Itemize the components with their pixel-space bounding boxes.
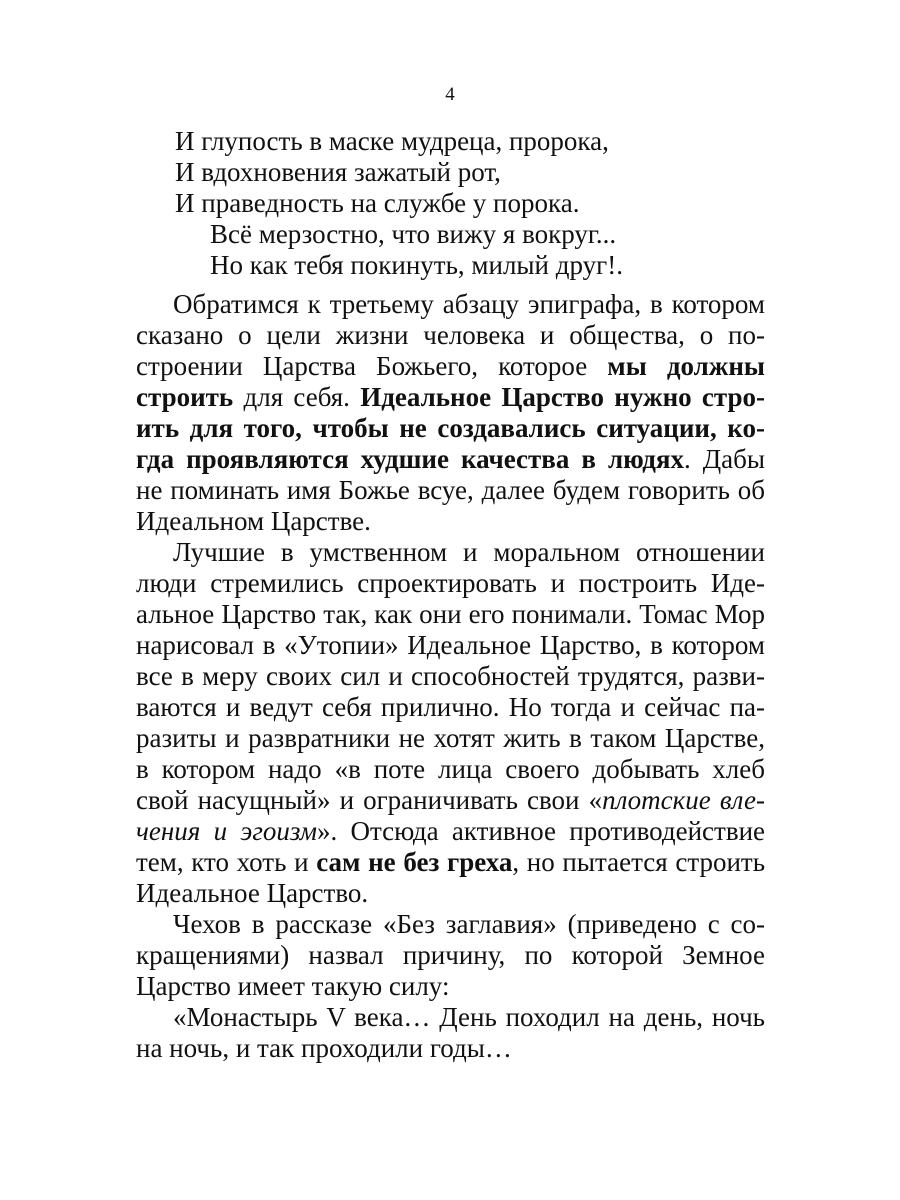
paragraph-3 xyxy=(136,909,765,1002)
poem-line: И праведность на службе у порока. xyxy=(175,188,580,218)
text-line: кращениями) назвал причину, по которой Земное xyxy=(136,940,765,970)
text-line: альное Царство так, как они его понимали. Томас Мор xyxy=(136,599,765,629)
text-line: строении Царства Божьего, которое мы должны xyxy=(136,351,766,381)
text-line: на ночь, и так проходили годы… xyxy=(136,1033,512,1063)
text-line: «Монастырь V века… День походил на день, ночь xyxy=(173,1002,765,1032)
text-line: Чехов в рассказе «Без заглавия» (приведено с со- xyxy=(173,909,765,939)
text-line: сказано о цели жизни человека и общества, о по- xyxy=(136,320,765,350)
epigraph-poem xyxy=(175,126,623,281)
paragraph-2 xyxy=(136,537,765,909)
text-line: люди стремились спроектировать и построить Иде- xyxy=(136,568,765,598)
text-line: свой насущный» и ограничивать свои «плотские вле- xyxy=(136,785,766,815)
poem-line: И вдохновения зажатый рот, xyxy=(175,157,501,187)
text-line: тем, кто хоть и сам не без греха, но пытается строить xyxy=(136,847,766,877)
text-line: все в меру своих сил и способностей трудятся, разви- xyxy=(136,661,765,691)
page-number: 4 xyxy=(445,84,455,105)
text-line: в котором надо «в поте лица своего добывать хлеб xyxy=(136,754,765,784)
text-line: ваются и ведут себя прилично. Но тогда и сейчас па- xyxy=(136,692,765,722)
text-line: разиты и развратники не хотят жить в таком Царстве, xyxy=(136,723,765,753)
paragraph-4 xyxy=(136,1002,765,1064)
text-line: Идеальном Царстве. xyxy=(136,506,371,536)
text-line: чения и эгоизм». Отсюда активное противодействие xyxy=(136,816,766,846)
text-line: нарисовал в «Утопии» Идеальное Царство, в котором xyxy=(136,630,765,660)
text-line: не поминать имя Божье всуе, далее будем говорить об xyxy=(136,475,765,505)
poem-line: Но как тебя покинуть, милый друг!. xyxy=(210,250,623,280)
text-line: строить для себя. Идеальное Царство нужно стро- xyxy=(136,382,765,412)
text-line: Обратимся к третьему абзацу эпиграфа, в котором xyxy=(173,289,765,319)
paragraph-1 xyxy=(136,289,765,537)
text-line: Лучшие в умственном и моральном отношении xyxy=(173,537,765,567)
text-line: гда проявляются худшие качества в людях. Дабы xyxy=(136,444,765,474)
poem-line: Всё мерзостно, что вижу я вокруг... xyxy=(210,219,617,249)
text-line: ить для того, чтобы не создавались ситуации, ко- xyxy=(136,413,765,443)
text-line: Идеальное Царство. xyxy=(136,878,369,908)
text-line: Царство имеет такую силу: xyxy=(136,971,450,1001)
poem-line: И глупость в маске мудреца, пророка, xyxy=(175,126,609,156)
